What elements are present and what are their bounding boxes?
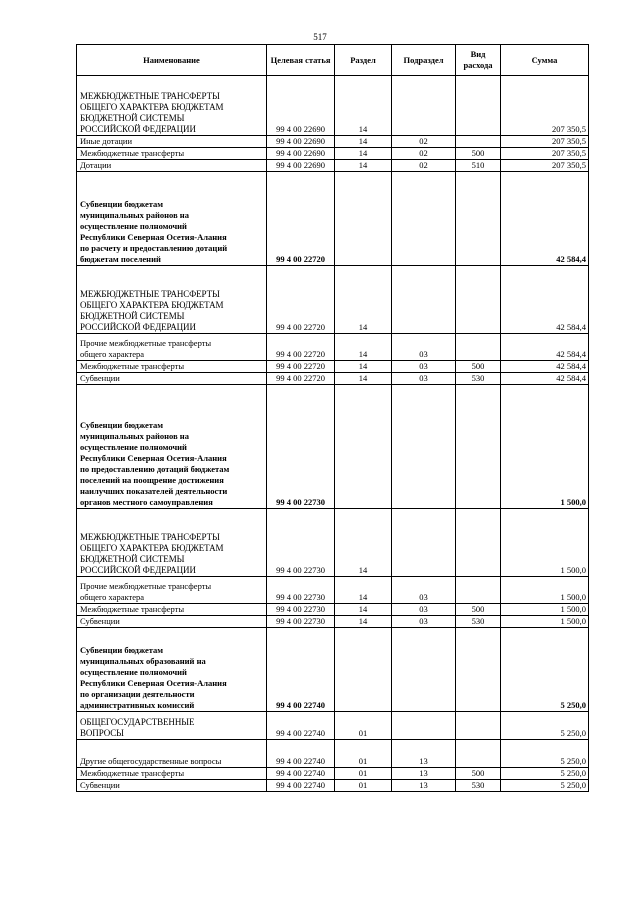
table-row (77, 172, 589, 266)
cell-target: 99 4 00 22690 (267, 148, 335, 160)
table-row (77, 373, 589, 385)
cell-sum: 42 584,4 (501, 373, 589, 385)
table-row (77, 577, 589, 604)
cell-section: 14 (335, 577, 392, 604)
cell-subsection: 13 (392, 740, 456, 768)
cell-section: 14 (335, 509, 392, 577)
cell-subsection (392, 385, 456, 509)
table-row (77, 616, 589, 628)
table-row (77, 361, 589, 373)
cell-subsection (392, 172, 456, 266)
page-number: 517 (313, 32, 327, 42)
cell-expense-type (456, 136, 501, 148)
cell-target: 99 4 00 22720 (267, 172, 335, 266)
cell-name: Субвенции бюджетам муниципальных образований на осуществление полномочий Республики Северная Осетия-Алания по организации деятельности административных комиссий (77, 628, 267, 712)
cell-section (335, 628, 392, 712)
cell-target: 99 4 00 22740 (267, 780, 335, 792)
cell-sum: 42 584,4 (501, 334, 589, 361)
cell-expense-type: 530 (456, 780, 501, 792)
cell-name: Межбюджетные трансферты (77, 361, 267, 373)
table-row (77, 334, 589, 361)
cell-subsection: 02 (392, 160, 456, 172)
cell-sum: 1 500,0 (501, 616, 589, 628)
cell-target: 99 4 00 22720 (267, 334, 335, 361)
cell-name: Субвенции (77, 780, 267, 792)
cell-sum: 42 584,4 (501, 266, 589, 334)
cell-expense-type: 500 (456, 148, 501, 160)
cell-sum: 42 584,4 (501, 361, 589, 373)
cell-target: 99 4 00 22690 (267, 76, 335, 136)
cell-expense-type (456, 509, 501, 577)
cell-target: 99 4 00 22730 (267, 385, 335, 509)
cell-subsection (392, 266, 456, 334)
header-section: Раздел (335, 45, 392, 76)
cell-subsection: 03 (392, 604, 456, 616)
cell-target: 99 4 00 22720 (267, 266, 335, 334)
cell-expense-type (456, 712, 501, 740)
cell-name: ОБЩЕГОСУДАРСТВЕННЫЕ ВОПРОСЫ (77, 712, 267, 740)
header-sum: Сумма (501, 45, 589, 76)
cell-sum: 207 350,5 (501, 76, 589, 136)
cell-section: 14 (335, 76, 392, 136)
cell-name: Субвенции бюджетам муниципальных районов на осуществление полномочий Республики Северная Осетия-Алания по предоставлению дотаций бюджетам поселений на поощрение достижения наилучших показателей деятельности органов местного самоуправления (77, 385, 267, 509)
cell-name: МЕЖБЮДЖЕТНЫЕ ТРАНСФЕРТЫ ОБЩЕГО ХАРАКТЕРА БЮДЖЕТАМ БЮДЖЕТНОЙ СИСТЕМЫ РОССИЙСКОЙ ФЕДЕРАЦИИ (77, 266, 267, 334)
table-row (77, 509, 589, 577)
cell-name: Прочие межбюджетные трансферты общего характера (77, 577, 267, 604)
cell-name: Межбюджетные трансферты (77, 148, 267, 160)
cell-section: 01 (335, 768, 392, 780)
cell-expense-type (456, 172, 501, 266)
cell-sum: 5 250,0 (501, 740, 589, 768)
cell-section: 14 (335, 334, 392, 361)
table-row (77, 266, 589, 334)
cell-name: Иные дотации (77, 136, 267, 148)
cell-section: 14 (335, 373, 392, 385)
cell-expense-type: 500 (456, 768, 501, 780)
table-row (77, 740, 589, 768)
cell-target: 99 4 00 22720 (267, 373, 335, 385)
cell-section: 14 (335, 616, 392, 628)
cell-section: 14 (335, 266, 392, 334)
cell-sum: 1 500,0 (501, 577, 589, 604)
cell-target: 99 4 00 22720 (267, 361, 335, 373)
cell-sum: 5 250,0 (501, 768, 589, 780)
cell-subsection (392, 76, 456, 136)
cell-section (335, 385, 392, 509)
table-row (77, 136, 589, 148)
cell-target: 99 4 00 22730 (267, 604, 335, 616)
cell-target: 99 4 00 22690 (267, 160, 335, 172)
header-expense-type: Вид расхода (456, 45, 501, 76)
cell-subsection: 13 (392, 768, 456, 780)
header-subsection: Подраздел (392, 45, 456, 76)
cell-sum: 42 584,4 (501, 172, 589, 266)
cell-expense-type (456, 266, 501, 334)
table-row (77, 780, 589, 792)
cell-sum: 207 350,5 (501, 136, 589, 148)
cell-target: 99 4 00 22740 (267, 740, 335, 768)
cell-sum: 5 250,0 (501, 780, 589, 792)
cell-expense-type: 500 (456, 604, 501, 616)
cell-section: 14 (335, 604, 392, 616)
cell-subsection: 02 (392, 136, 456, 148)
cell-target: 99 4 00 22730 (267, 616, 335, 628)
cell-sum: 5 250,0 (501, 628, 589, 712)
cell-name: Субвенции (77, 373, 267, 385)
cell-name: МЕЖБЮДЖЕТНЫЕ ТРАНСФЕРТЫ ОБЩЕГО ХАРАКТЕРА БЮДЖЕТАМ БЮДЖЕТНОЙ СИСТЕМЫ РОССИЙСКОЙ ФЕДЕРАЦИИ (77, 76, 267, 136)
cell-sum: 207 350,5 (501, 148, 589, 160)
cell-sum: 207 350,5 (501, 160, 589, 172)
cell-subsection (392, 509, 456, 577)
cell-subsection: 03 (392, 361, 456, 373)
cell-expense-type (456, 76, 501, 136)
header-name: Наименование (77, 45, 267, 76)
cell-name: Субвенции бюджетам муниципальных районов на осуществление полномочий Республики Северная Осетия-Алания по расчету и предоставлению дотаций бюджетам поселений (77, 172, 267, 266)
cell-target: 99 4 00 22730 (267, 577, 335, 604)
table-row (77, 628, 589, 712)
table-row (77, 76, 589, 136)
cell-expense-type: 530 (456, 373, 501, 385)
cell-sum: 1 500,0 (501, 604, 589, 616)
cell-target: 99 4 00 22740 (267, 768, 335, 780)
cell-section: 01 (335, 740, 392, 768)
cell-expense-type: 510 (456, 160, 501, 172)
cell-expense-type (456, 628, 501, 712)
table-row (77, 148, 589, 160)
cell-section (335, 172, 392, 266)
cell-expense-type (456, 577, 501, 604)
table-row (77, 712, 589, 740)
cell-sum: 5 250,0 (501, 712, 589, 740)
cell-expense-type: 530 (456, 616, 501, 628)
cell-expense-type: 500 (456, 361, 501, 373)
table-row (77, 160, 589, 172)
table-row (77, 768, 589, 780)
cell-expense-type (456, 385, 501, 509)
cell-subsection: 03 (392, 373, 456, 385)
cell-subsection (392, 712, 456, 740)
budget-table (76, 44, 589, 792)
cell-section: 14 (335, 361, 392, 373)
cell-subsection: 03 (392, 577, 456, 604)
cell-sum: 1 500,0 (501, 385, 589, 509)
table-header-row (77, 45, 589, 76)
cell-section: 01 (335, 712, 392, 740)
cell-section: 01 (335, 780, 392, 792)
cell-name: Межбюджетные трансферты (77, 768, 267, 780)
cell-target: 99 4 00 22740 (267, 712, 335, 740)
cell-subsection: 02 (392, 148, 456, 160)
table-row (77, 604, 589, 616)
cell-name: Межбюджетные трансферты (77, 604, 267, 616)
header-target: Целевая статья (267, 45, 335, 76)
cell-expense-type (456, 740, 501, 768)
cell-target: 99 4 00 22690 (267, 136, 335, 148)
cell-name: Дотации (77, 160, 267, 172)
cell-name: Другие общегосударственные вопросы (77, 740, 267, 768)
cell-section: 14 (335, 160, 392, 172)
cell-expense-type (456, 334, 501, 361)
cell-name: МЕЖБЮДЖЕТНЫЕ ТРАНСФЕРТЫ ОБЩЕГО ХАРАКТЕРА БЮДЖЕТАМ БЮДЖЕТНОЙ СИСТЕМЫ РОССИЙСКОЙ ФЕДЕРАЦИИ (77, 509, 267, 577)
cell-name: Прочие межбюджетные трансферты общего характера (77, 334, 267, 361)
cell-subsection: 13 (392, 780, 456, 792)
cell-section: 14 (335, 148, 392, 160)
table-row (77, 385, 589, 509)
cell-name: Субвенции (77, 616, 267, 628)
cell-subsection (392, 628, 456, 712)
cell-subsection: 03 (392, 334, 456, 361)
cell-target: 99 4 00 22740 (267, 628, 335, 712)
cell-subsection: 03 (392, 616, 456, 628)
cell-section: 14 (335, 136, 392, 148)
cell-sum: 1 500,0 (501, 509, 589, 577)
cell-target: 99 4 00 22730 (267, 509, 335, 577)
